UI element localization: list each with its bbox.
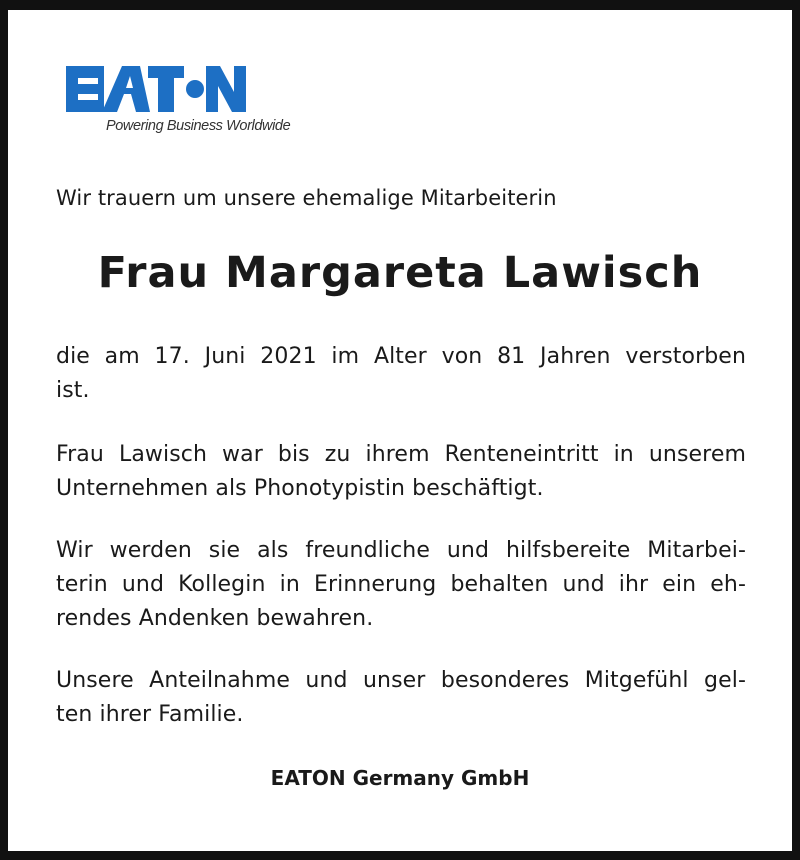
text-line: terin und Kollegin in Erinnerung behalten und ihr ein eh- — [56, 572, 746, 597]
paragraph-death-date — [56, 340, 746, 408]
text-line: ist. — [56, 378, 90, 403]
text-line: ten ihrer Familie. — [56, 702, 244, 727]
company-signature: EATON Germany GmbH — [270, 766, 530, 790]
eaton-logo — [64, 62, 309, 152]
text-line: Wir werden sie als freundliche und hilfsbereite Mitarbei- — [56, 538, 746, 563]
text-line: Frau Lawisch war bis zu ihrem Renteneintritt in unserem — [56, 442, 746, 467]
paragraph-employment — [56, 438, 746, 506]
intro-text: Wir trauern um unsere ehemalige Mitarbeiterin — [56, 186, 557, 210]
text-line: Unternehmen als Phonotypistin beschäftigt. — [56, 476, 544, 501]
text-line: die am 17. Juni 2021 im Alter von 81 Jahren verstorben — [56, 344, 746, 369]
eaton-wordmark-icon — [64, 62, 254, 116]
paragraph-remembrance — [56, 534, 746, 636]
deceased-name: Frau Margareta Lawisch — [97, 248, 703, 298]
tagline: Powering Business Worldwide — [106, 118, 291, 134]
text-line: rendes Andenken bewahren. — [56, 606, 374, 631]
text-line: Unsere Anteilnahme und unser besonderes Mitgefühl gel- — [56, 668, 746, 693]
paragraph-condolences — [56, 664, 746, 732]
